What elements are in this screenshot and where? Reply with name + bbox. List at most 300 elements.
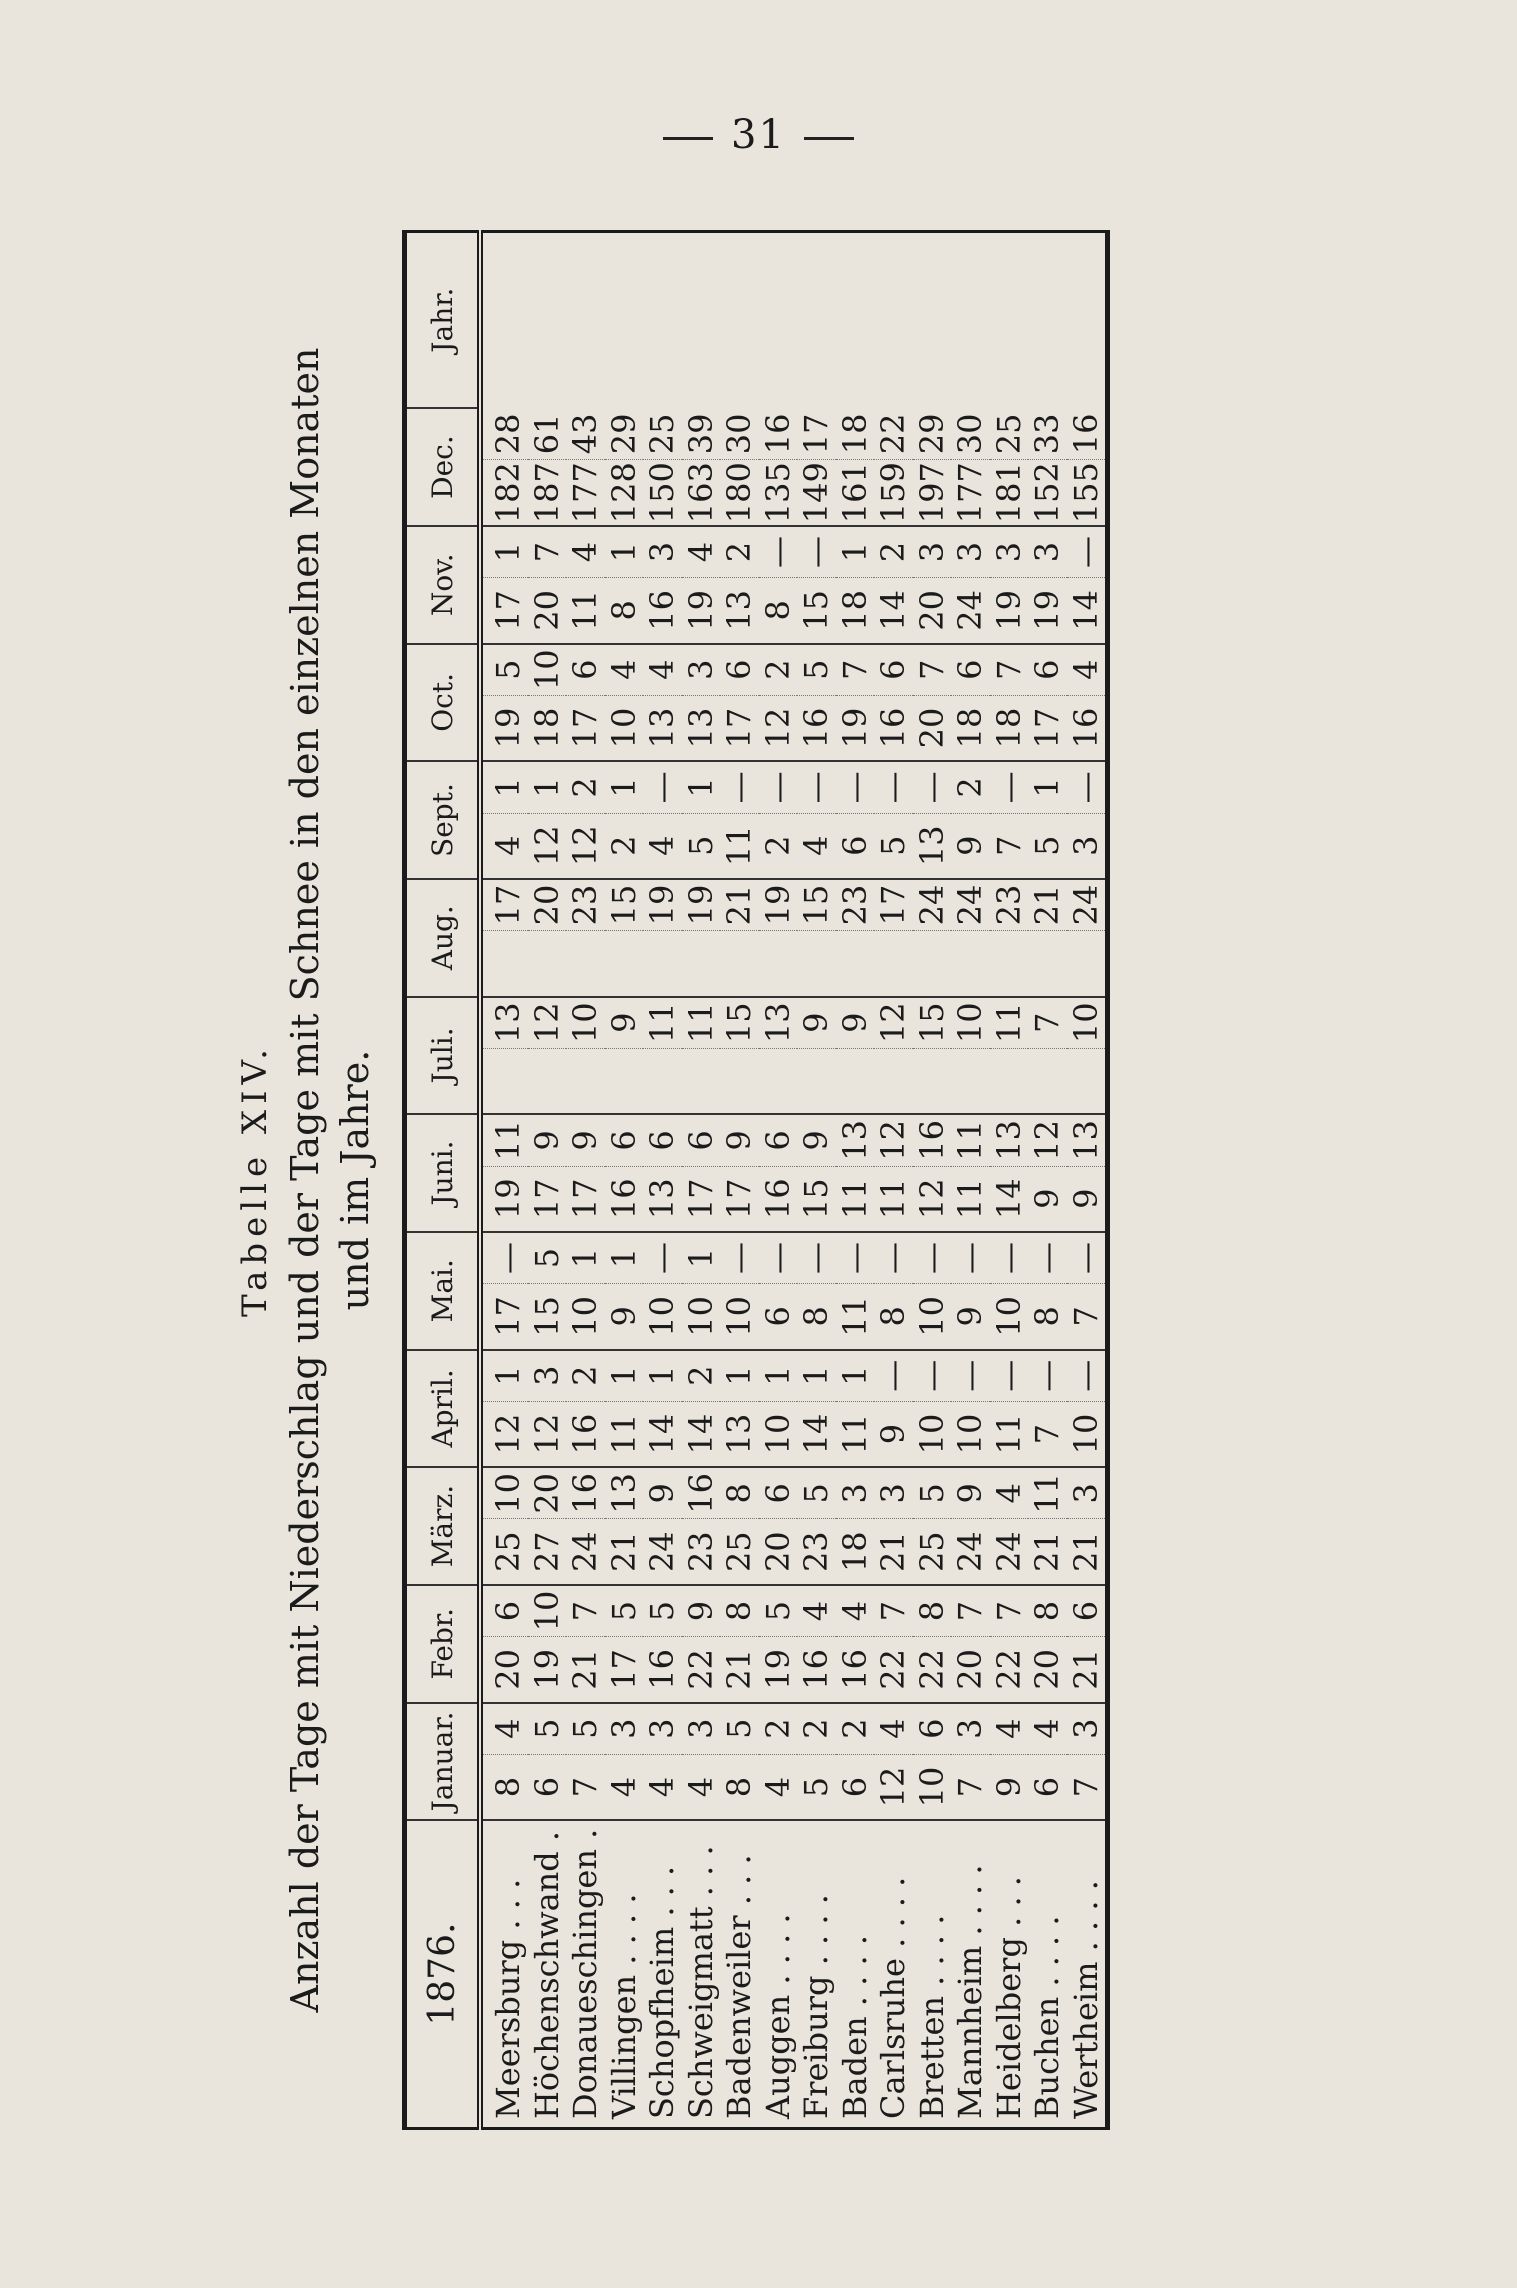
precip-days-cell: 8 <box>874 1284 913 1350</box>
snow-days-cell: 30 <box>951 408 990 460</box>
precip-days-cell: 24 <box>990 1519 1029 1585</box>
page-number <box>0 112 1517 158</box>
snow-days-cell: 8 <box>720 1467 759 1519</box>
snow-days-cell: 9 <box>720 1114 759 1166</box>
table-row <box>759 232 798 2129</box>
precip-days-cell: 4 <box>797 813 836 879</box>
station-name: Bretten . . . . <box>912 1914 951 2119</box>
table-row <box>605 232 644 2129</box>
precip-days-cell: 155 <box>1067 460 1108 526</box>
snow-days-cell: 20 <box>528 1467 567 1519</box>
snow-days-cell: 6 <box>874 644 913 696</box>
precip-days-cell: 161 <box>836 460 875 526</box>
month-header: Aug. <box>405 879 481 997</box>
precip-days-cell: 182 <box>480 460 528 526</box>
snow-days-cell: 1 <box>836 526 875 578</box>
precip-days-cell: 16 <box>797 1637 836 1703</box>
month-header: Sept. <box>405 761 481 879</box>
month-header: Juli. <box>405 997 481 1115</box>
station-name: Badenweiler . . . <box>720 1854 758 2119</box>
precip-days-cell: 152 <box>1028 460 1067 526</box>
snow-days-cell: 5 <box>759 1585 798 1637</box>
snow-days-cell: 15 <box>720 997 759 1049</box>
snow-days-cell: 4 <box>990 1703 1029 1755</box>
snow-days-cell: 13 <box>605 1467 644 1519</box>
snow-days-cell: 3 <box>682 1703 721 1755</box>
precip-days-cell: 17 <box>480 578 528 644</box>
snow-days-cell: 4 <box>566 526 605 578</box>
snow-days-cell: 6 <box>759 1467 798 1519</box>
precip-days-cell: 17 <box>1028 695 1067 761</box>
snow-days-cell: 1 <box>528 761 567 813</box>
snow-days-cell: 4 <box>480 1703 528 1755</box>
snow-days-cell: 9 <box>682 1585 721 1637</box>
snow-days-cell: 1 <box>605 526 644 578</box>
precip-days-cell: 11 <box>605 1401 644 1467</box>
precip-days-cell <box>836 931 875 997</box>
precip-days-cell: 16 <box>566 1401 605 1467</box>
snow-days-cell: 12 <box>874 997 913 1049</box>
precip-days-cell: 20 <box>913 578 952 644</box>
station-name: Heidelberg . . . <box>989 1876 1028 2119</box>
precip-days-cell <box>836 1048 875 1114</box>
precip-days-cell: 12 <box>759 695 798 761</box>
precip-days-cell: 16 <box>759 1166 798 1232</box>
precip-days-cell: 6 <box>759 1284 798 1350</box>
precip-days-cell: 17 <box>605 1637 644 1703</box>
snow-days-cell: — <box>1067 1232 1108 1284</box>
precip-days-cell <box>759 931 798 997</box>
precip-days-cell: 7 <box>951 1754 990 1820</box>
snow-days-cell: 6 <box>1067 1585 1108 1637</box>
precip-days-cell: 9 <box>951 813 990 879</box>
snow-days-cell: 21 <box>720 879 759 931</box>
station-name: Villingen . . . . <box>604 1893 643 2119</box>
snow-days-cell: 5 <box>643 1585 682 1637</box>
snow-days-cell: 10 <box>480 1467 528 1519</box>
snow-days-cell: 1 <box>682 761 721 813</box>
precip-days-cell: 16 <box>797 695 836 761</box>
precip-days-cell: 4 <box>682 1754 721 1820</box>
precip-days-cell <box>1067 931 1108 997</box>
snow-days-cell: — <box>759 526 798 578</box>
precip-days-cell: 11 <box>720 813 759 879</box>
snow-days-cell: 39 <box>682 408 721 460</box>
snow-days-cell: 9 <box>836 997 875 1049</box>
month-header: Dec. <box>405 408 481 526</box>
snow-days-cell: — <box>913 1232 952 1284</box>
station-name: Wertheim . . . . <box>1066 1880 1105 2119</box>
precip-days-cell: 23 <box>682 1519 721 1585</box>
snow-days-cell: — <box>951 1232 990 1284</box>
precip-days-cell: 17 <box>528 1166 567 1232</box>
precip-days-cell: 2 <box>759 813 798 879</box>
snow-days-cell: 4 <box>1067 644 1108 696</box>
table-row <box>643 232 682 2129</box>
precip-days-cell: 11 <box>990 1401 1029 1467</box>
precip-days-cell: 13 <box>682 695 721 761</box>
month-header: Jahr. <box>405 232 481 409</box>
precip-days-cell: 7 <box>566 1754 605 1820</box>
precip-days-cell <box>913 1048 952 1114</box>
precip-days-cell <box>951 931 990 997</box>
precip-days-cell: 5 <box>797 1754 836 1820</box>
snow-days-cell: — <box>759 761 798 813</box>
snow-days-cell: 12 <box>528 997 567 1049</box>
precip-days-cell: 5 <box>682 813 721 879</box>
snow-days-cell: 9 <box>797 1114 836 1166</box>
snow-days-cell: 7 <box>874 1585 913 1637</box>
precip-days-cell: 20 <box>759 1519 798 1585</box>
snow-days-cell: 2 <box>566 1350 605 1402</box>
precip-days-cell: 15 <box>797 578 836 644</box>
precip-days-cell: 18 <box>528 695 567 761</box>
precip-days-cell: 21 <box>1067 1637 1108 1703</box>
precip-days-cell: 19 <box>759 1637 798 1703</box>
table-row <box>951 232 990 2129</box>
snow-days-cell: 4 <box>990 1467 1029 1519</box>
snow-days-cell: 16 <box>1067 408 1108 460</box>
snow-days-cell: 19 <box>759 879 798 931</box>
precip-days-cell: 9 <box>874 1401 913 1467</box>
snow-days-cell: 6 <box>759 1114 798 1166</box>
precip-days-cell <box>566 1048 605 1114</box>
snow-days-cell: 11 <box>1028 1467 1067 1519</box>
precip-days-cell: 9 <box>990 1754 1029 1820</box>
precip-days-cell: 5 <box>874 813 913 879</box>
snow-days-cell: — <box>990 1350 1029 1402</box>
station-name: Auggen . . . . <box>758 1913 797 2119</box>
snow-days-cell: 10 <box>528 644 567 696</box>
precip-days-cell: 21 <box>874 1519 913 1585</box>
snow-days-cell: 1 <box>1028 761 1067 813</box>
snow-days-cell: 3 <box>643 526 682 578</box>
snow-days-cell: 7 <box>951 1585 990 1637</box>
snow-days-cell: 2 <box>720 526 759 578</box>
snow-days-cell: 2 <box>682 1350 721 1402</box>
precip-days-cell: 9 <box>951 1284 990 1350</box>
precip-days-cell: 22 <box>874 1637 913 1703</box>
snow-days-cell: 3 <box>1028 526 1067 578</box>
snow-days-cell: — <box>643 1232 682 1284</box>
precip-days-cell: 22 <box>913 1637 952 1703</box>
precip-days-cell: 181 <box>990 460 1029 526</box>
snow-days-cell: 19 <box>682 879 721 931</box>
snow-days-cell: — <box>797 526 836 578</box>
snow-days-cell: 13 <box>836 1114 875 1166</box>
snow-days-cell: 9 <box>605 997 644 1049</box>
snow-days-cell: 1 <box>605 761 644 813</box>
snow-days-cell: 1 <box>480 526 528 578</box>
snow-days-cell: 17 <box>797 408 836 460</box>
snow-days-cell: 1 <box>643 1350 682 1402</box>
precip-days-cell: 15 <box>797 1166 836 1232</box>
snow-days-cell: — <box>874 1232 913 1284</box>
precip-days-cell: 128 <box>605 460 644 526</box>
snow-days-cell: 4 <box>605 644 644 696</box>
precip-days-cell: 4 <box>480 813 528 879</box>
precip-days-cell: 16 <box>836 1637 875 1703</box>
snow-days-cell: 15 <box>913 997 952 1049</box>
precip-days-cell <box>874 931 913 997</box>
snow-days-cell: 5 <box>797 644 836 696</box>
precip-days-cell <box>643 1048 682 1114</box>
precip-days-cell: 7 <box>990 813 1029 879</box>
precip-days-cell: 177 <box>951 460 990 526</box>
precip-days-cell: 177 <box>566 460 605 526</box>
snow-days-cell: — <box>874 761 913 813</box>
precip-days-cell: 7 <box>1067 1284 1108 1350</box>
snow-days-cell: — <box>720 1232 759 1284</box>
snow-days-cell: 5 <box>528 1232 567 1284</box>
snow-days-cell: 43 <box>566 408 605 460</box>
precip-days-cell: 18 <box>836 578 875 644</box>
snow-days-cell: 16 <box>913 1114 952 1166</box>
precip-days-cell <box>797 1048 836 1114</box>
precip-days-cell: 27 <box>528 1519 567 1585</box>
precip-days-cell: 3 <box>1067 813 1108 879</box>
precip-days-cell: 8 <box>797 1284 836 1350</box>
precip-days-cell: 12 <box>480 1401 528 1467</box>
precip-days-cell <box>1028 1048 1067 1114</box>
snow-days-cell: 2 <box>797 1703 836 1755</box>
snow-days-cell: 10 <box>951 997 990 1049</box>
precip-days-cell: 19 <box>836 695 875 761</box>
precip-days-cell: 150 <box>643 460 682 526</box>
precip-days-cell: 21 <box>720 1637 759 1703</box>
snow-days-cell: 11 <box>951 1114 990 1166</box>
precip-days-cell: 16 <box>605 1166 644 1232</box>
precip-days-cell: 23 <box>797 1519 836 1585</box>
snow-days-cell: 5 <box>605 1585 644 1637</box>
station-name: Höchenschwand . <box>527 1830 566 2119</box>
snow-days-cell: — <box>874 1350 913 1402</box>
month-header: Febr. <box>405 1585 481 1703</box>
precip-days-cell: 19 <box>480 1166 528 1232</box>
snow-days-cell: 6 <box>682 1114 721 1166</box>
snow-days-cell: 9 <box>951 1467 990 1519</box>
station-name: Schopfheim . . . <box>643 1865 681 2119</box>
precip-days-cell: 15 <box>528 1284 567 1350</box>
month-header: Januar. <box>405 1703 481 1821</box>
snow-days-cell: 29 <box>913 408 952 460</box>
precip-days-cell <box>528 931 567 997</box>
precip-days-cell <box>566 931 605 997</box>
snow-days-cell: 5 <box>720 1703 759 1755</box>
snow-days-cell: 11 <box>682 997 721 1049</box>
snow-days-cell: 1 <box>836 1350 875 1402</box>
precip-days-cell: 10 <box>951 1401 990 1467</box>
precip-days-cell: 18 <box>951 695 990 761</box>
precip-days-cell: 12 <box>874 1754 913 1820</box>
snow-days-cell: 1 <box>720 1350 759 1402</box>
snow-days-cell: 16 <box>682 1467 721 1519</box>
snow-days-cell: — <box>1028 1232 1067 1284</box>
snow-days-cell: 3 <box>913 526 952 578</box>
snow-days-cell: 2 <box>836 1703 875 1755</box>
snow-days-cell: 1 <box>605 1350 644 1402</box>
precip-days-cell: 10 <box>913 1284 952 1350</box>
precip-days-cell: 25 <box>913 1519 952 1585</box>
snow-days-cell: 6 <box>1028 644 1067 696</box>
precip-days-cell: 13 <box>643 695 682 761</box>
precip-days-cell: 21 <box>605 1519 644 1585</box>
precip-days-cell: 19 <box>682 578 721 644</box>
precip-days-cell: 17 <box>566 1166 605 1232</box>
precip-days-cell: 8 <box>605 578 644 644</box>
snow-days-cell: 8 <box>1028 1585 1067 1637</box>
snow-days-cell: 4 <box>797 1585 836 1637</box>
snow-days-cell: 15 <box>605 879 644 931</box>
precip-days-cell: 8 <box>720 1754 759 1820</box>
snow-days-cell: 13 <box>1067 1114 1108 1166</box>
snow-days-cell: 8 <box>913 1585 952 1637</box>
snow-days-cell: 7 <box>836 644 875 696</box>
precip-days-cell: 10 <box>913 1401 952 1467</box>
snow-days-cell: — <box>913 761 952 813</box>
snow-days-cell: 23 <box>836 879 875 931</box>
snow-days-cell: 1 <box>480 1350 528 1402</box>
precip-days-cell: 7 <box>1028 1401 1067 1467</box>
snow-days-cell: — <box>1067 526 1108 578</box>
snow-days-cell: 1 <box>480 761 528 813</box>
snow-days-cell: 9 <box>528 1114 567 1166</box>
precip-days-cell: 4 <box>759 1754 798 1820</box>
snow-days-cell: 24 <box>913 879 952 931</box>
snow-days-cell: 1 <box>797 1350 836 1402</box>
month-header: April. <box>405 1350 481 1468</box>
snow-days-cell: 1 <box>566 1232 605 1284</box>
snow-days-cell: 5 <box>797 1467 836 1519</box>
table-row <box>874 232 913 2129</box>
snow-days-cell: — <box>836 761 875 813</box>
snow-days-cell: 3 <box>605 1703 644 1755</box>
precip-days-cell <box>720 931 759 997</box>
precip-days-cell: 11 <box>951 1166 990 1232</box>
precip-days-cell <box>990 931 1029 997</box>
snow-days-cell: 7 <box>1028 997 1067 1049</box>
table-row <box>1028 232 1067 2129</box>
year-header: 1876. <box>405 1820 481 2128</box>
snow-days-cell: 24 <box>1067 879 1108 931</box>
precip-days-cell: 11 <box>836 1401 875 1467</box>
snow-days-cell: 13 <box>480 997 528 1049</box>
snow-days-cell: — <box>797 1232 836 1284</box>
precip-days-cell: 149 <box>797 460 836 526</box>
precip-days-cell: 14 <box>990 1166 1029 1232</box>
precip-days-cell <box>1028 931 1067 997</box>
snow-days-cell: 4 <box>643 644 682 696</box>
snow-days-cell: 11 <box>480 1114 528 1166</box>
precip-days-cell: 20 <box>480 1637 528 1703</box>
snow-days-cell: 10 <box>528 1585 567 1637</box>
snow-days-cell: — <box>913 1350 952 1402</box>
precip-days-cell: 12 <box>566 813 605 879</box>
precip-days-cell: 6 <box>528 1754 567 1820</box>
snow-days-cell: 12 <box>1028 1114 1067 1166</box>
snow-days-cell: — <box>759 1232 798 1284</box>
precip-days-cell: 18 <box>836 1519 875 1585</box>
table-row <box>1067 232 1108 2129</box>
precip-days-cell: 24 <box>951 578 990 644</box>
precip-days-cell: 8 <box>1028 1284 1067 1350</box>
snow-days-cell: 16 <box>566 1467 605 1519</box>
precip-days-cell: 17 <box>566 695 605 761</box>
snow-days-cell: — <box>720 761 759 813</box>
station-name: Buchen . . . . <box>1028 1915 1066 2119</box>
precip-days-cell: 18 <box>990 695 1029 761</box>
snow-days-cell: 19 <box>643 879 682 931</box>
snow-days-cell: 1 <box>759 1350 798 1402</box>
precip-days-cell: 16 <box>1067 695 1108 761</box>
snow-days-cell: 22 <box>874 408 913 460</box>
snow-days-cell: — <box>643 761 682 813</box>
snow-days-cell: 6 <box>643 1114 682 1166</box>
precip-days-cell: 24 <box>951 1519 990 1585</box>
table-row <box>913 232 952 2129</box>
precip-days-cell: 17 <box>682 1166 721 1232</box>
precip-days-cell: 10 <box>720 1284 759 1350</box>
table-header-row <box>405 232 481 2129</box>
snow-days-cell: — <box>1067 761 1108 813</box>
precip-days-cell: 24 <box>643 1519 682 1585</box>
precip-days-cell <box>480 931 528 997</box>
precip-days-cell: 13 <box>720 578 759 644</box>
table-row <box>720 232 759 2129</box>
table-body <box>480 232 1108 2129</box>
snow-days-cell: 13 <box>990 1114 1029 1166</box>
precip-days-cell: 17 <box>720 695 759 761</box>
precip-days-cell: 11 <box>566 578 605 644</box>
precip-days-cell: 11 <box>874 1166 913 1232</box>
precip-days-cell: 7 <box>1067 1754 1108 1820</box>
precip-days-cell: 19 <box>1028 578 1067 644</box>
precip-days-cell: 25 <box>720 1519 759 1585</box>
precip-days-cell: 10 <box>990 1284 1029 1350</box>
snow-days-cell: 3 <box>951 526 990 578</box>
table-row <box>682 232 721 2129</box>
precip-days-cell: 14 <box>1067 578 1108 644</box>
precip-days-cell: 16 <box>643 1637 682 1703</box>
snow-days-cell: 17 <box>480 879 528 931</box>
table-row <box>480 232 528 2129</box>
snow-days-cell: 21 <box>1028 879 1067 931</box>
precip-days-cell: 14 <box>874 578 913 644</box>
precip-days-cell: 12 <box>528 1401 567 1467</box>
precip-days-cell: 16 <box>874 695 913 761</box>
month-header: Oct. <box>405 644 481 762</box>
precip-days-cell: 135 <box>759 460 798 526</box>
snow-days-cell: 9 <box>797 997 836 1049</box>
snow-days-cell: 2 <box>759 644 798 696</box>
precip-days-cell <box>1067 1048 1108 1114</box>
snow-days-cell: 12 <box>874 1114 913 1166</box>
snow-days-cell: 1 <box>605 1232 644 1284</box>
snow-days-cell: 8 <box>720 1585 759 1637</box>
snow-days-cell: — <box>990 761 1029 813</box>
precip-days-cell: 16 <box>643 578 682 644</box>
snow-days-cell: 24 <box>951 879 990 931</box>
precip-days-cell: 180 <box>720 460 759 526</box>
precip-days-cell: 17 <box>480 1284 528 1350</box>
snow-days-cell: — <box>1028 1350 1067 1402</box>
snow-days-cell: 3 <box>1067 1703 1108 1755</box>
precip-days-cell: 21 <box>1028 1519 1067 1585</box>
snow-days-cell: 3 <box>528 1350 567 1402</box>
caption <box>230 230 380 2130</box>
precip-days-cell: 10 <box>682 1284 721 1350</box>
station-name: Schweigmatt . . . <box>681 1845 720 2119</box>
